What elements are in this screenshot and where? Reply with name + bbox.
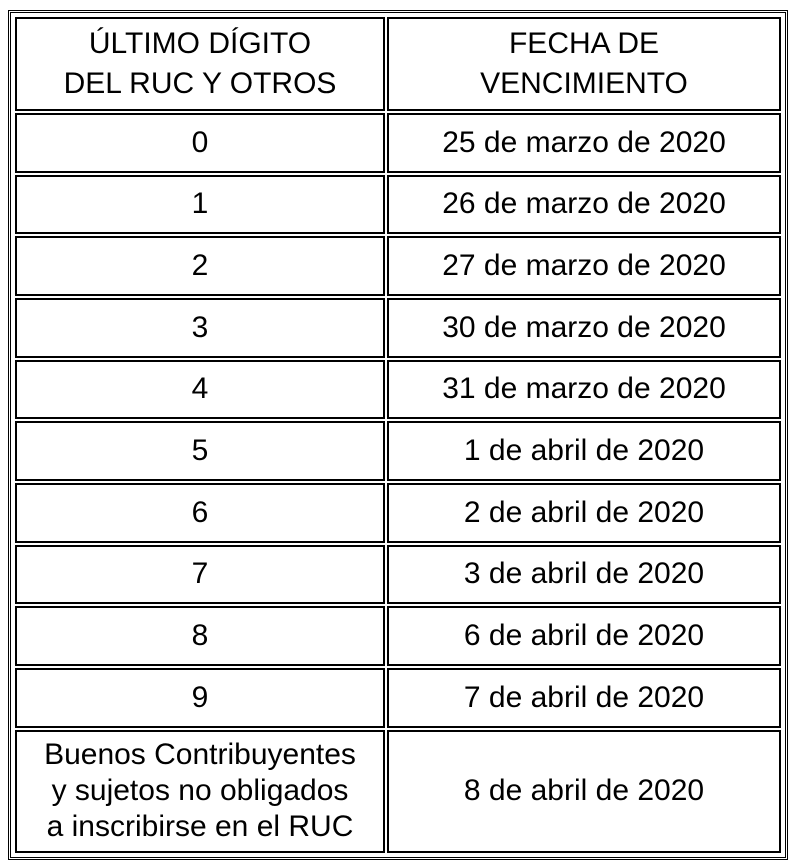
table-row (15, 606, 781, 666)
good-taxpayers-line3: a inscribirse en el RUC (46, 810, 354, 844)
good-taxpayers-line2: y sujetos no obligados (51, 774, 349, 808)
table-row (15, 421, 781, 481)
table-row (15, 175, 781, 235)
date-cell: 31 de marzo de 2020 (387, 360, 781, 420)
table-row (15, 113, 781, 173)
date-cell: 6 de abril de 2020 (387, 606, 781, 666)
header-due-date (387, 17, 781, 111)
table-row (15, 668, 781, 728)
table-header-row (15, 17, 781, 111)
digit-cell: 7 (15, 545, 385, 605)
date-cell: 2 de abril de 2020 (387, 483, 781, 543)
date-cell: 30 de marzo de 2020 (387, 298, 781, 358)
digit-cell: 6 (15, 483, 385, 543)
date-cell: 3 de abril de 2020 (387, 545, 781, 605)
table-row (15, 360, 781, 420)
table-row (15, 483, 781, 543)
date-cell: 1 de abril de 2020 (387, 421, 781, 481)
date-cell: 8 de abril de 2020 (387, 730, 781, 853)
table-row-good-taxpayers (15, 730, 781, 853)
due-dates-table-frame (8, 10, 788, 860)
table-row (15, 236, 781, 296)
header-due-date-line1: FECHA DE (508, 27, 660, 60)
header-due-date-line2: VENCIMIENTO (480, 67, 688, 100)
header-last-digit-line2: DEL RUC Y OTROS (63, 67, 337, 100)
digit-cell: 0 (15, 113, 385, 173)
digit-cell: 4 (15, 360, 385, 420)
date-cell: 26 de marzo de 2020 (387, 175, 781, 235)
due-dates-table (13, 15, 783, 855)
digit-cell: 1 (15, 175, 385, 235)
digit-cell: 8 (15, 606, 385, 666)
digit-cell: 2 (15, 236, 385, 296)
header-last-digit (15, 17, 385, 111)
date-cell: 27 de marzo de 2020 (387, 236, 781, 296)
good-taxpayers-cell (15, 730, 385, 853)
header-last-digit-line1: ÚLTIMO DÍGITO (88, 27, 312, 60)
date-cell: 7 de abril de 2020 (387, 668, 781, 728)
date-cell: 25 de marzo de 2020 (387, 113, 781, 173)
table-row (15, 545, 781, 605)
digit-cell: 9 (15, 668, 385, 728)
good-taxpayers-line1: Buenos Contribuyentes (44, 738, 356, 772)
table-row (15, 298, 781, 358)
digit-cell: 3 (15, 298, 385, 358)
digit-cell: 5 (15, 421, 385, 481)
